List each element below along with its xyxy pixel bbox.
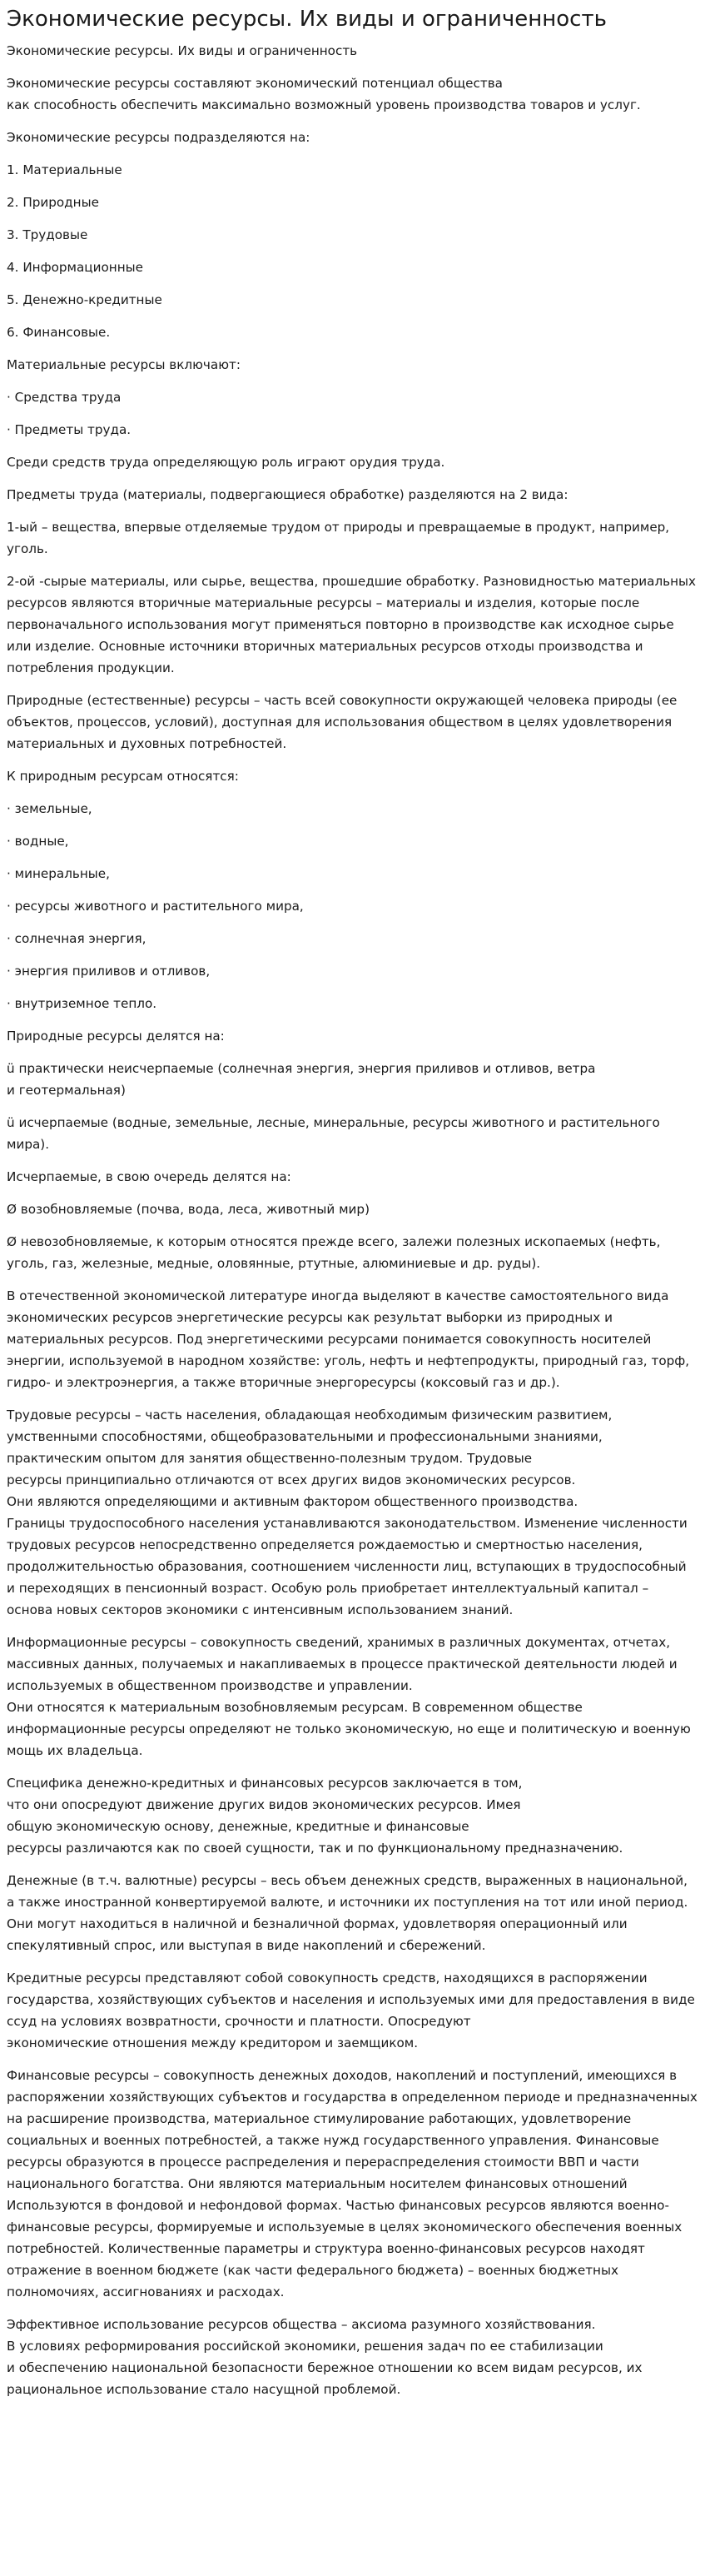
- paragraph: 4. Информационные: [7, 260, 143, 275]
- paragraph: Эффективное использование ресурсов общества – аксиома разумного хозяйствования. В условиях реформирования российской экономики, решения задач по ее стабилизации и обеспечению национальной безопасности бережное отношении ко всем видам ресурсов, их рациональное использование стало насущной проблемой.: [7, 2317, 643, 2397]
- paragraph: · ресурсы животного и растительного мира,: [7, 899, 304, 914]
- paragraph: 2-ой -сырые материалы, или сырье, вещества, прошедшие обработку. Разновидностью материальных ресурсов являются вторичные материальные ресурсы – материалы и изделия, которые после первоначального использования могут применяться повторно в производстве как исходное сырье или изделие. Основные источники вторичных материальных ресурсов отходы производства и потребления продукции.: [7, 574, 697, 675]
- paragraph: 1-ый – вещества, впервые отделяемые трудом от природы и превращаемые в продукт, например, уголь.: [7, 520, 670, 556]
- paragraph: Материальные ресурсы включают:: [7, 357, 241, 372]
- paragraph: Исчерпаемые, в свою очередь делятся на:: [7, 1169, 291, 1184]
- paragraph: 5. Денежно-кредитные: [7, 292, 162, 307]
- paragraph: · Средства труда: [7, 390, 122, 405]
- paragraph: ü исчерпаемые (водные, земельные, лесные, минеральные, ресурсы животного и растительного мира).: [7, 1115, 660, 1152]
- paragraph: Природные ресурсы делятся на:: [7, 1029, 225, 1044]
- paragraph: Предметы труда (материалы, подвергающиеся обработке) разделяются на 2 вида:: [7, 487, 568, 502]
- paragraph: · земельные,: [7, 801, 92, 816]
- paragraph: Финансовые ресурсы – совокупность денежных доходов, накоплений и поступлений, имеющихся в распоряжении хозяйствующих субъектов и государства в определенном периоде и предназначенных на расширение производства, материальное стимулирование работающих, удовлетворение социальных и военных потребностей, а также нужд государственного управления. Финансовые ресурсы образуются в процессе распределения и перераспределения стоимости ВВП и части национального богатства. Они являются материальным носителем финансовых отношений Используются в фондовой и нефондовой формах. Частью финансовых ресурсов являются военно-финансовые ресурсы, формируемые и используемые в целях экономического обеспечения военных потребностей. Количественные параметры и структура военно-финансовых ресурсов находят отражение в военном бюджете (как части федерального бюджета) – военных бюджетных полномочиях, ассигнованиях и расходах.: [7, 2068, 698, 2299]
- page-title: Экономические ресурсы. Их виды и ограниченность: [7, 7, 607, 32]
- paragraph: В отечественной экономической литературе иногда выделяют в качестве самостоятельного вида экономических ресурсов энергетические ресурсы как результат выборки из природных и материальных ресурсов. Под энергетическими ресурсами понимается совокупность носителей энергии, используемой в народном хозяйстве: уголь, нефть и нефтепродукты, природный газ, торф, гидро- и электроэнергия, а также вторичные энергоресурсы (коксовый газ и др.).: [7, 1288, 690, 1390]
- paragraph: Специфика денежно-кредитных и финансовых ресурсов заключается в том, что они опосредуют движение других видов экономических ресурсов. Имея общую экономическую основу, денежные, кредитные и финансовые ресурсы различаются как по своей сущности, так и по функциональному предназначению.: [7, 1776, 623, 1856]
- paragraph: · энергия приливов и отливов,: [7, 964, 211, 979]
- paragraph: 2. Природные: [7, 195, 99, 210]
- paragraph: · солнечная энергия,: [7, 931, 146, 946]
- paragraph: Экономические ресурсы составляют экономический потенциал общества как способность обеспечить максимально возможный уровень производства товаров и услуг.: [7, 76, 641, 112]
- paragraph: Среди средств труда определяющую роль играют орудия труда.: [7, 455, 445, 470]
- paragraph: · минеральные,: [7, 866, 110, 881]
- paragraph: · водные,: [7, 834, 69, 849]
- paragraph: Кредитные ресурсы представляют собой совокупность средств, находящихся в распоряжении государства, хозяйствующих субъектов и населения и используемых ими для предоставления в виде ссуд на условиях возвратности, срочности и платности. Опосредуют экономические отношения между кредитором и заемщиком.: [7, 1971, 695, 2050]
- paragraph: Денежные (в т.ч. валютные) ресурсы – весь объем денежных средств, выраженных в национальной, а также иностранной конвертируемой валюте, и источники их поступления на тот или иной период. Они могут находиться в наличной и безналичной формах, удовлетворяя операционный или спекулятивный спрос, или выступая в виде накоплений и сбережений.: [7, 1873, 688, 1953]
- paragraph: ü практически неисчерпаемые (солнечная энергия, энергия приливов и отливов, ветра и геотермальная): [7, 1061, 596, 1098]
- paragraph: Информационные ресурсы – совокупность сведений, хранимых в различных документах, отчетах, массивных данных, получаемых и накапливаемых в процессе практической деятельности людей и используемых в общественном производстве и управлении. Они относятся к материальным возобновляемым ресурсам. В современном обществе информационные ресурсы определяют не только экономическую, но еще и политическую и военную мощь их владельца.: [7, 1635, 691, 1758]
- paragraph: Ø возобновляемые (почва, вода, леса, животный мир): [7, 1202, 370, 1217]
- paragraph: Трудовые ресурсы – часть населения, обладающая необходимым физическим развитием, умственными способностями, общеобразовательными и профессиональными знаниями, практическим опытом для занятия общественно-полезным трудом. Трудовые ресурсы принципиально отличаются от всех других видов экономических ресурсов. Они являются определяющими и активным фактором общественного производства. Границы трудоспособного населения устанавливаются законодательством. Изменение численности трудовых ресурсов непосредственно определяется рождаемостью и смертностью населения, продолжительностью образования, соотношением численности лиц, вступающих в трудоспособный и переходящих в пенсионный возраст. Особую роль приобретает интеллектуальный капитал – основа новых секторов экономики с интенсивным использованием знаний.: [7, 1408, 688, 1617]
- paragraph: · внутриземное тепло.: [7, 996, 157, 1011]
- paragraph: · Предметы труда.: [7, 422, 132, 437]
- paragraph: Экономические ресурсы. Их виды и ограниченность: [7, 43, 358, 58]
- paragraph: Экономические ресурсы подразделяются на:: [7, 130, 310, 145]
- paragraph: 3. Трудовые: [7, 227, 88, 242]
- paragraph: 1. Материальные: [7, 162, 122, 177]
- paragraph: Ø невозобновляемые, к которым относятся прежде всего, залежи полезных ископаемых (нефть, уголь, газ, железные, медные, оловянные, ртутные, алюминиевые и др. руды).: [7, 1234, 661, 1271]
- document-body: [7, 40, 698, 2400]
- paragraph: 6. Финансовые.: [7, 325, 111, 340]
- paragraph: Природные (естественные) ресурсы – часть всей совокупности окружающей человека природы (ее объектов, процессов, условий), доступная для использования обществом в целях удовлетворения материальных и духовных потребностей.: [7, 693, 678, 751]
- paragraph: К природным ресурсам относятся:: [7, 769, 239, 784]
